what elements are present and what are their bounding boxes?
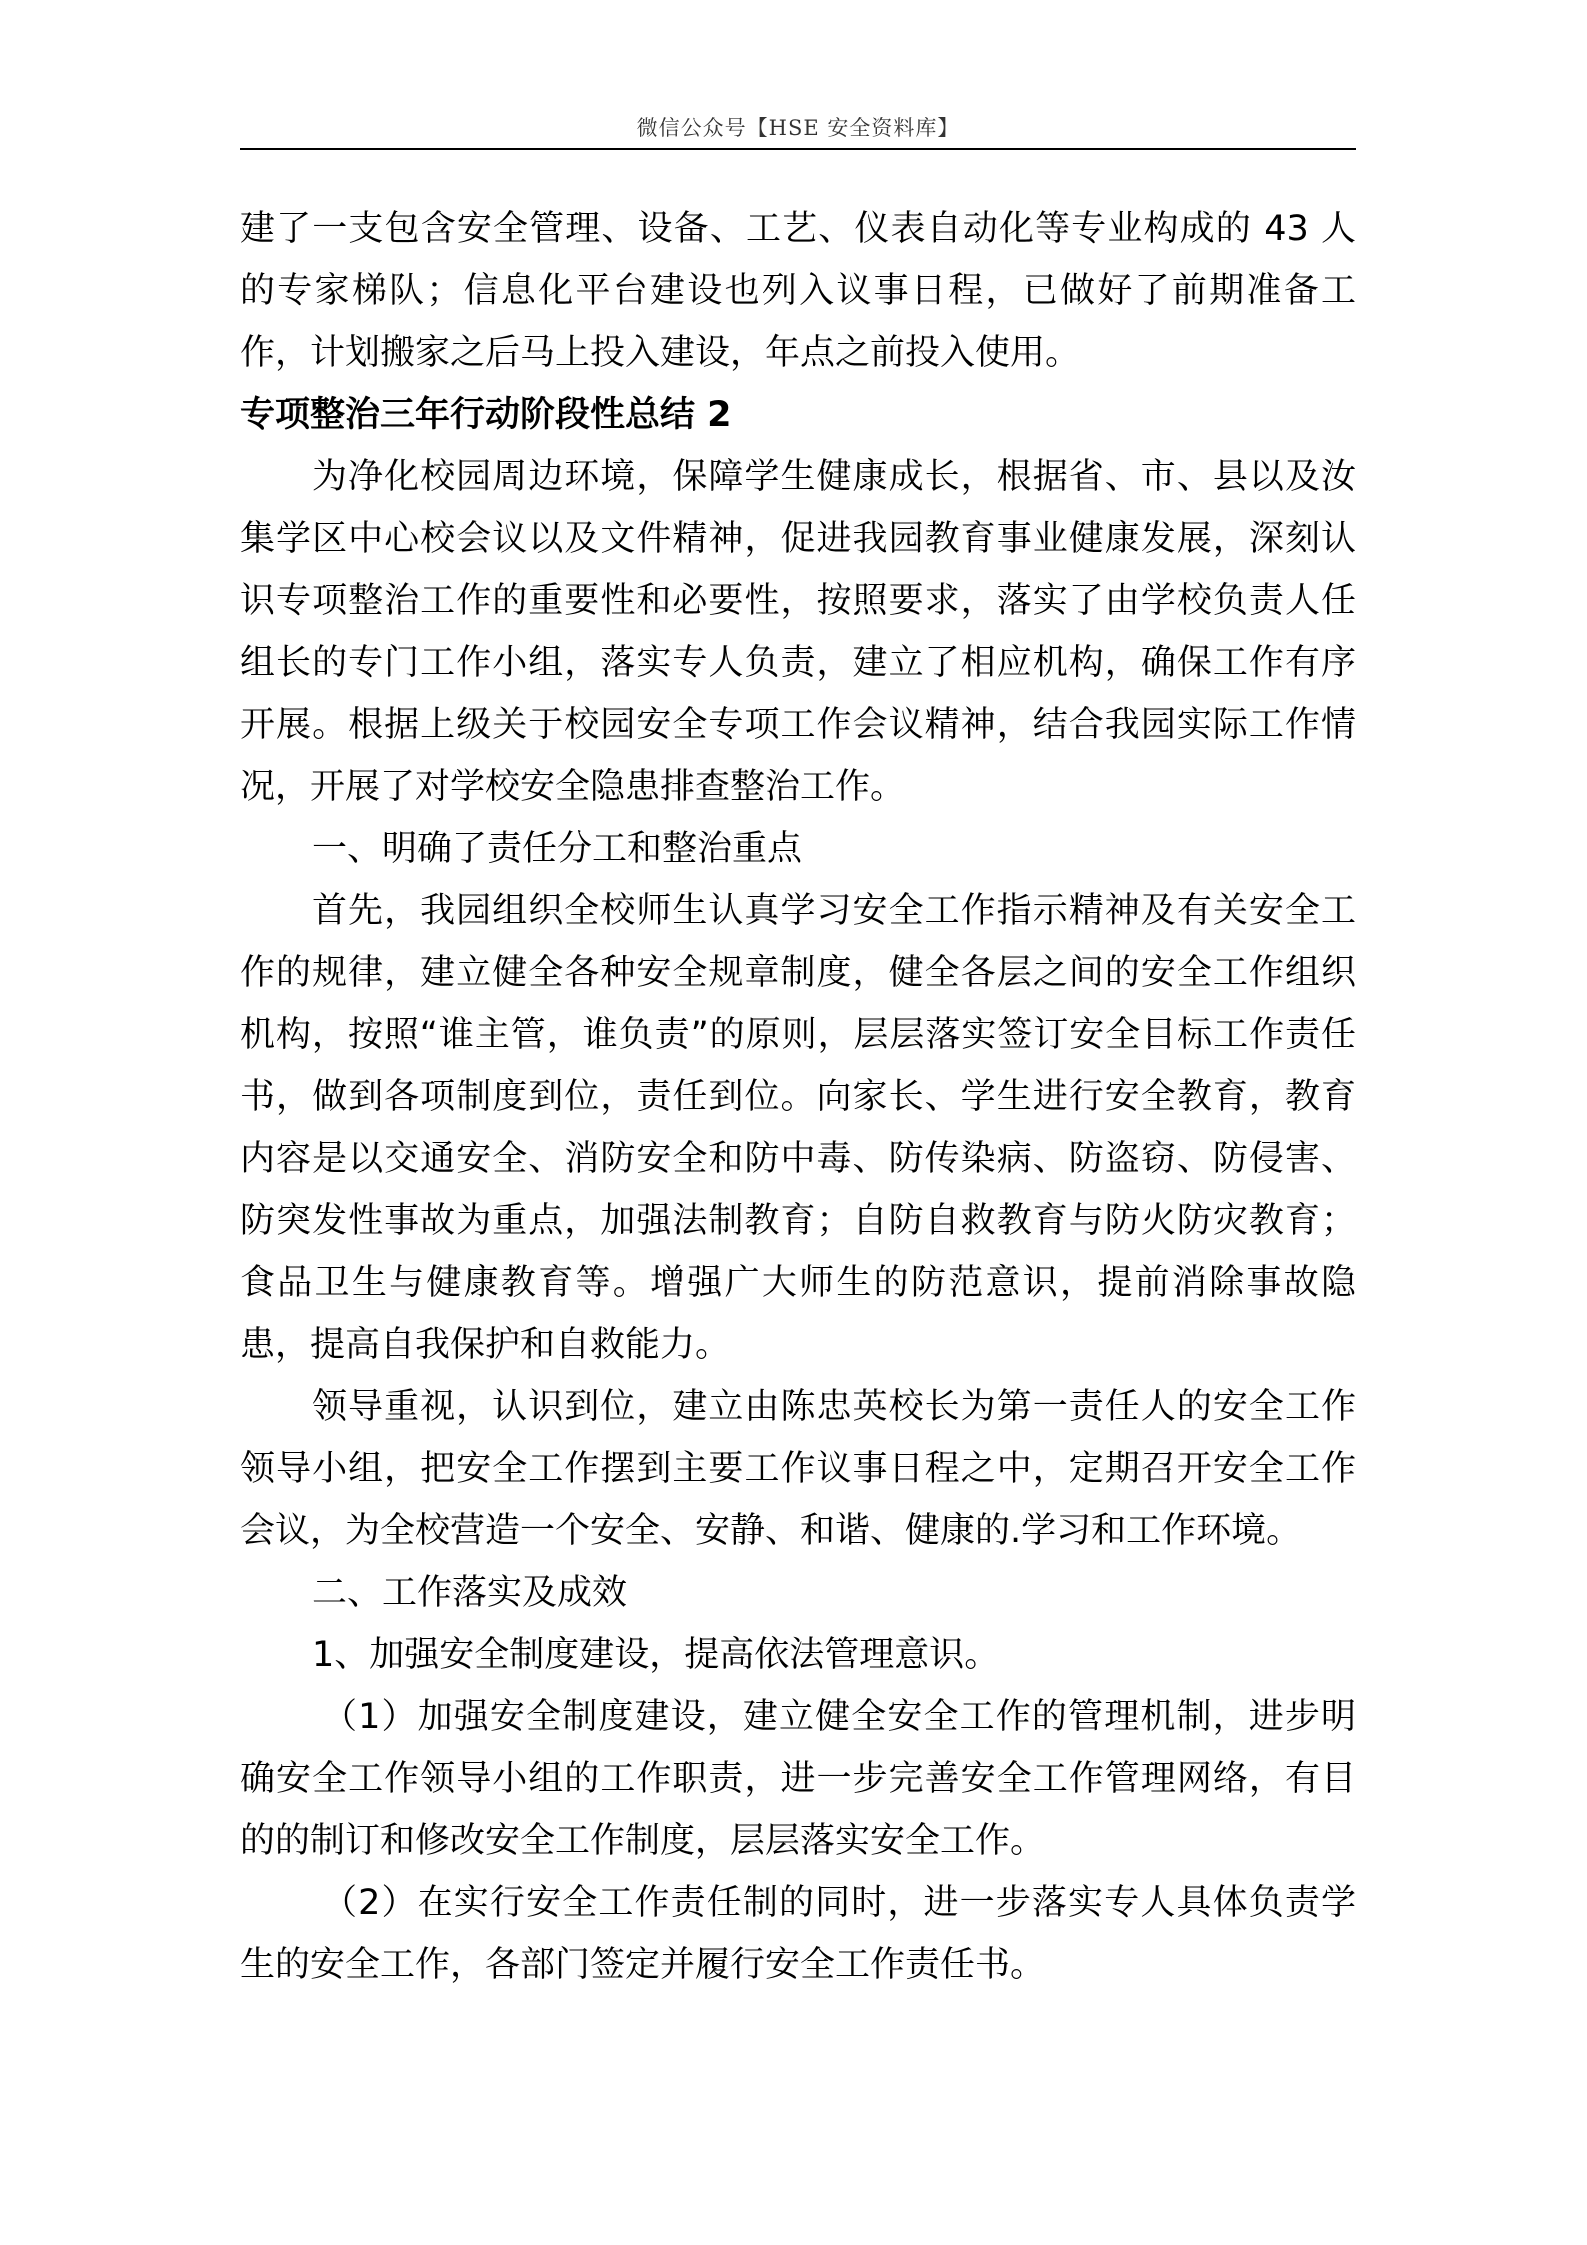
section-heading: 二、工作落实及成效 xyxy=(312,1573,628,1613)
body-paragraph: 为净化校园周边环境，保障学生健康成长，根据省、市、县以及汝集学区中心校会议以及文件精神，促进我园教育事业健康发展，深刻认识专项整治工作的重要性和必要性，按照要求，落实了由学校负责人任组长的专门工作小组，落实专人负责，建立了相应机构，确保工作有序开展。根据上级关于校园安全专项工作会议精神，结合我园实际工作情况，开展了对学校安全隐患排查整治工作。 xyxy=(240,457,1356,807)
body-paragraph: 建了一支包含安全管理、设备、工艺、仪表自动化等专业构成的 43 人的专家梯队；信息化平台建设也列入议事日程，已做好了前期准备工作，计划搬家之后马上投入建设，年点之前投入使用。 xyxy=(240,209,1356,373)
document-body xyxy=(240,198,1356,1996)
header-divider xyxy=(240,148,1356,150)
subsection-heading: 1、加强安全制度建设，提高依法管理意识。 xyxy=(312,1635,1000,1675)
section-heading: 一、明确了责任分工和整治重点 xyxy=(312,829,803,869)
body-paragraph: 领导重视，认识到位，建立由陈忠英校长为第一责任人的安全工作领导小组，把安全工作摆到主要工作议事日程之中，定期召开安全工作会议，为全校营造一个安全、安静、和谐、健康的.学习和工作环境。 xyxy=(240,1387,1356,1551)
section-title: 专项整治三年行动阶段性总结 2 xyxy=(240,395,732,435)
body-paragraph: 首先，我园组织全校师生认真学习安全工作指示精神及有关安全工作的规律，建立健全各种安全规章制度，健全各层之间的安全工作组织机构，按照“谁主管，谁负责”的原则，层层落实签订安全目标工作责任书，做到各项制度到位，责任到位。向家长、学生进行安全教育，教育内容是以交通安全、消防安全和防中毒、防传染病、防盗窃、防侵害、防突发性事故为重点，加强法制教育；自防自救教育与防火防灾教育；食品卫生与健康教育等。增强广大师生的防范意识，提前消除事故隐患，提高自我保护和自救能力。 xyxy=(240,891,1356,1365)
body-paragraph: （1）加强安全制度建设，建立健全安全工作的管理机制，进步明确安全工作领导小组的工作职责，进一步完善安全工作管理网络，有目的的制订和修改安全工作制度，层层落实安全工作。 xyxy=(240,1697,1356,1861)
body-paragraph: （2）在实行安全工作责任制的同时，进一步落实专人具体负责学生的安全工作，各部门签定并履行安全工作责任书。 xyxy=(240,1883,1356,1985)
page-header: 微信公众号【HSE 安全资料库】 xyxy=(636,116,960,140)
